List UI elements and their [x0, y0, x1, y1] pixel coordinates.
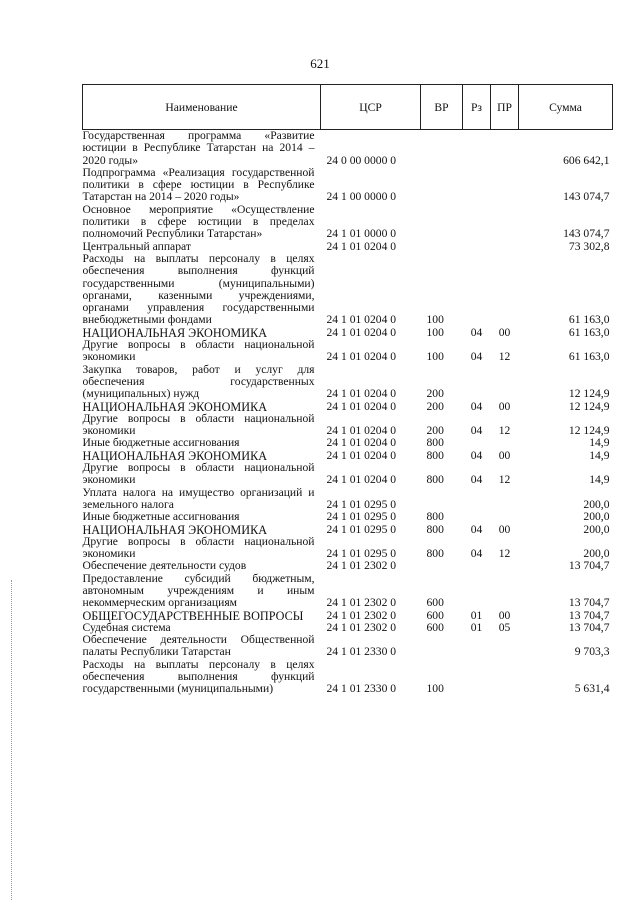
cell-rz [463, 573, 491, 610]
cell-pr [491, 560, 519, 572]
cell-vr: 800 [426, 436, 444, 450]
cell-name: Основное мероприятие «Осуществление политики в сфере юстиции в пределах полномочий Республики Татарстан» [82, 202, 315, 241]
cell-pr [491, 167, 519, 204]
cell-csr: 24 1 01 0204 0 [326, 448, 397, 462]
cell-sum: 13 704,7 [568, 596, 610, 610]
cell-sum: 12 124,9 [568, 424, 610, 438]
budget-table-container [82, 84, 612, 696]
cell-vr: 800 [426, 448, 444, 462]
cell-csr: 24 1 01 0204 0 [326, 436, 397, 450]
cell-pr: 12 [498, 473, 511, 487]
cell-name: Другие вопросы в области национальной экономики [82, 338, 315, 364]
header-vr: ВР [421, 85, 463, 130]
cell-csr: 24 1 00 0000 0 [326, 190, 397, 204]
cell-rz: 01 [470, 608, 483, 622]
cell-rz: 04 [470, 424, 483, 438]
cell-sum: 12 124,9 [568, 387, 610, 401]
cell-rz: 01 [470, 620, 483, 634]
cell-name: Центральный аппарат [82, 239, 191, 253]
cell-vr: 600 [426, 608, 444, 622]
header-pr: ПР [491, 85, 519, 130]
cell-sum: 143 074,7 [563, 190, 610, 204]
cell-pr [491, 364, 519, 401]
table-row [83, 634, 613, 659]
cell-pr: 00 [498, 448, 511, 462]
cell-sum: 14,9 [589, 448, 610, 462]
cell-name: Закупка товаров, работ и услуг для обеспечения государственных (муниципальных) нужд [82, 362, 315, 401]
cell-pr [491, 573, 519, 610]
cell-pr [491, 241, 519, 253]
cell-pr [491, 634, 519, 659]
cell-name: НАЦИОНАЛЬНАЯ ЭКОНОМИКА [82, 325, 267, 340]
table-row [83, 253, 613, 327]
cell-vr: 100 [426, 313, 444, 327]
cell-csr: 24 1 01 2302 0 [326, 559, 397, 573]
cell-sum: 61 163,0 [568, 350, 610, 364]
header-rz: Рз [463, 85, 491, 130]
cell-rz: 04 [470, 448, 483, 462]
cell-vr: 600 [426, 620, 444, 634]
table-row [83, 573, 613, 610]
cell-name: ОБЩЕГОСУДАРСТВЕННЫЕ ВОПРОСЫ [82, 608, 304, 623]
cell-csr: 24 1 01 0204 0 [326, 325, 397, 339]
cell-csr: 24 0 00 0000 0 [326, 153, 397, 167]
table-row [83, 511, 613, 523]
cell-vr: 800 [426, 547, 444, 561]
table-row [83, 659, 613, 696]
cell-name: Иные бюджетные ассигнования [82, 436, 240, 450]
cell-rz [463, 364, 491, 401]
cell-rz [463, 634, 491, 659]
table-row [83, 364, 613, 401]
cell-csr: 24 1 01 2302 0 [326, 608, 397, 622]
cell-sum: 200,0 [583, 522, 610, 536]
cell-vr: 200 [426, 399, 444, 413]
table-row [83, 560, 613, 572]
cell-pr [491, 130, 519, 167]
cell-sum: 5 631,4 [574, 682, 610, 696]
cell-csr: 24 1 01 0204 0 [326, 473, 397, 487]
cell-rz [463, 437, 491, 449]
cell-vr: 800 [426, 510, 444, 524]
cell-name: Иные бюджетные ассигнования [82, 510, 240, 524]
cell-vr: 800 [426, 473, 444, 487]
cell-sum: 73 302,8 [568, 239, 610, 253]
cell-csr: 24 1 01 0295 0 [326, 547, 397, 561]
cell-sum: 61 163,0 [568, 313, 610, 327]
cell-rz [463, 487, 491, 512]
cell-vr: 100 [426, 325, 444, 339]
cell-pr [491, 437, 519, 449]
table-header [83, 85, 613, 130]
cell-csr: 24 1 01 0204 0 [326, 239, 397, 253]
table-row [83, 167, 613, 204]
cell-vr [421, 130, 463, 167]
cell-rz [463, 253, 491, 327]
cell-sum: 9 703,3 [574, 645, 610, 659]
table-row [83, 204, 613, 241]
cell-name: Государственная программа «Развитие юстиции в Республике Татарстан на 2014 – 2020 годы» [82, 129, 315, 167]
cell-pr: 12 [498, 547, 511, 561]
table-row [83, 401, 613, 413]
cell-csr: 24 1 01 0204 0 [326, 424, 397, 438]
cell-pr [491, 253, 519, 327]
cell-vr: 100 [426, 682, 444, 696]
cell-rz: 04 [470, 325, 483, 339]
cell-name: Обеспечение деятельности судов [82, 559, 247, 573]
cell-rz [463, 560, 491, 572]
table-row [83, 339, 613, 364]
cell-csr: 24 1 01 0295 0 [326, 510, 397, 524]
cell-csr: 24 1 01 0000 0 [326, 227, 397, 241]
budget-table [82, 84, 613, 696]
cell-vr: 100 [426, 350, 444, 364]
cell-vr [421, 167, 463, 204]
cell-name: НАЦИОНАЛЬНАЯ ЭКОНОМИКА [82, 522, 267, 537]
table-row [83, 413, 613, 438]
cell-pr: 12 [498, 424, 511, 438]
cell-sum: 200,0 [583, 510, 610, 524]
cell-name: Расходы на выплаты персоналу в целях обеспечения выполнения функций государственными (муниципальными) органами, казенными учреждениями, органами управления государственными внебюджетными фондами [82, 251, 315, 327]
cell-csr: 24 1 01 0295 0 [326, 522, 397, 536]
cell-rz: 04 [470, 473, 483, 487]
cell-name: НАЦИОНАЛЬНАЯ ЭКОНОМИКА [82, 448, 267, 463]
cell-rz [463, 511, 491, 523]
cell-rz [463, 204, 491, 241]
cell-vr [421, 560, 463, 572]
cell-name: Обеспечение деятельности Общественной палаты Республики Татарстан [82, 633, 315, 659]
cell-rz [463, 659, 491, 696]
cell-name: Предоставление субсидий бюджетным, автономным учреждениям и иным некоммерческим организациям [82, 571, 315, 610]
cell-sum: 200,0 [583, 547, 610, 561]
cell-sum: 12 124,9 [568, 399, 610, 413]
page-number: 621 [310, 56, 330, 71]
cell-sum: 14,9 [589, 436, 610, 450]
cell-vr: 600 [426, 596, 444, 610]
cell-rz [463, 130, 491, 167]
cell-vr: 200 [426, 424, 444, 438]
cell-csr: 24 1 01 0204 0 [326, 313, 397, 327]
cell-name: Другие вопросы в области национальной экономики [82, 461, 315, 487]
cell-csr: 24 1 01 0204 0 [326, 387, 397, 401]
cell-csr: 24 1 01 2330 0 [326, 645, 397, 659]
cell-csr: 24 1 01 2330 0 [326, 682, 397, 696]
cell-name: НАЦИОНАЛЬНАЯ ЭКОНОМИКА [82, 399, 267, 414]
cell-rz: 04 [470, 350, 483, 364]
cell-rz: 04 [470, 547, 483, 561]
cell-csr: 24 1 01 0204 0 [326, 399, 397, 413]
cell-name: Уплата налога на имущество организаций и земельного налога [82, 485, 315, 511]
cell-name: Другие вопросы в области национальной экономики [82, 534, 315, 561]
cell-csr: 24 1 01 0295 0 [326, 497, 397, 511]
table-row [83, 536, 613, 561]
cell-vr: 800 [426, 522, 444, 536]
table-row [83, 487, 613, 512]
cell-csr: 24 1 01 2302 0 [326, 620, 397, 634]
cell-vr: 200 [426, 387, 444, 401]
cell-rz [463, 167, 491, 204]
cell-pr: 00 [498, 522, 511, 536]
cell-pr: 00 [498, 399, 511, 413]
cell-name: Судебная система [82, 620, 171, 634]
header-sum: Сумма [519, 85, 613, 130]
cell-sum: 14,9 [589, 473, 610, 487]
cell-name: Другие вопросы в области национальной экономики [82, 411, 315, 438]
cell-pr [491, 511, 519, 523]
cell-vr [421, 634, 463, 659]
cell-name: Расходы на выплаты персоналу в целях обеспечения выполнения функций государственными (муниципальными) [82, 657, 315, 696]
cell-pr [491, 659, 519, 696]
cell-sum: 143 074,7 [563, 227, 610, 241]
cell-csr: 24 1 01 0204 0 [326, 350, 397, 364]
cell-name: Подпрограмма «Реализация государственной политики в сфере юстиции в Республике Татарстан на 2014 – 2020 годы» [82, 165, 315, 204]
table-row [83, 524, 613, 536]
header-csr: ЦСР [321, 85, 421, 130]
cell-pr: 05 [498, 620, 511, 634]
cell-pr: 00 [498, 608, 511, 622]
cell-sum: 13 704,7 [568, 620, 610, 634]
cell-vr [421, 241, 463, 253]
header-name: Наименование [83, 85, 321, 130]
cell-vr [421, 204, 463, 241]
cell-sum: 606 642,1 [563, 153, 610, 167]
table-row [83, 437, 613, 449]
table-row [83, 130, 613, 167]
cell-pr: 00 [498, 325, 511, 339]
table-body [83, 130, 613, 696]
cell-pr [491, 487, 519, 512]
cell-sum: 13 704,7 [568, 559, 610, 573]
cell-rz: 04 [470, 522, 483, 536]
cell-sum: 61 163,0 [568, 325, 610, 339]
table-row [83, 462, 613, 487]
cell-vr [421, 487, 463, 512]
cell-rz [463, 241, 491, 253]
cell-csr: 24 1 01 2302 0 [326, 596, 397, 610]
cell-rz: 04 [470, 399, 483, 413]
cell-sum: 13 704,7 [568, 608, 610, 622]
cell-pr: 12 [498, 350, 511, 364]
margin-dotted-line [11, 580, 12, 900]
cell-pr [491, 204, 519, 241]
cell-sum: 200,0 [583, 497, 610, 511]
